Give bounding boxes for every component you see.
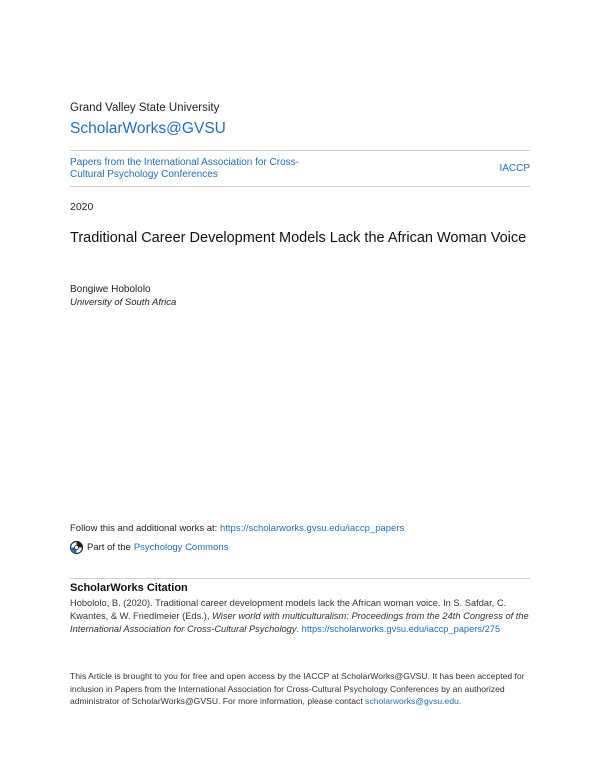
- network-commons-icon: [70, 541, 83, 554]
- institution-name: Grand Valley State University: [70, 102, 220, 114]
- follow-prefix: Follow this and additional works at:: [70, 523, 220, 534]
- article-title: Traditional Career Development Models Lack the African Woman Voice: [70, 230, 527, 246]
- citation-heading: ScholarWorks Citation: [70, 582, 188, 594]
- repository-link[interactable]: ScholarWorks@GVSU: [70, 120, 226, 137]
- follow-line: [70, 523, 404, 534]
- series-link[interactable]: Papers from the International Association for Cross-Cultural Psychology Conferences: [70, 157, 299, 180]
- follow-url-link[interactable]: https://scholarworks.gvsu.edu/iaccp_papers: [219, 523, 405, 534]
- publication-year: 2020: [70, 201, 94, 213]
- psychology-commons-link[interactable]: Psychology Commons: [133, 542, 229, 553]
- iaccp-link[interactable]: IACCP: [499, 163, 530, 174]
- part-of-line: [70, 541, 228, 554]
- access-end: .: [458, 696, 462, 706]
- citation-url-link[interactable]: https://scholarworks.gvsu.edu/iaccp_papers/275: [301, 624, 501, 634]
- citation-part1: Hobololo, B. (2020). Traditional career development models lack the African woman voice. In S. Safdar, C. Kwantes, & W. Friedlmeier (Eds.),: [70, 598, 507, 621]
- part-of-prefix: Part of the: [87, 542, 131, 553]
- citation-part2: .: [296, 624, 302, 634]
- access-statement: [70, 670, 532, 708]
- citation-text: [70, 597, 532, 636]
- citation-italic: Wiser world with multiculturalism: Proceedings from the 24th Congress of the International Association for Cross-Cultural Psychology: [70, 611, 529, 634]
- divider-series: [70, 186, 530, 187]
- contact-email-link[interactable]: scholarworks@gvsu.edu: [365, 696, 459, 706]
- author-name: Bongiwe Hobololo: [70, 284, 151, 295]
- divider-top: [70, 150, 530, 151]
- author-affiliation: University of South Africa: [70, 297, 177, 308]
- divider-citation: [70, 578, 530, 579]
- access-text: This Article is brought to you for free and open access by the IACCP at ScholarWorks@GVSU. It has been accepted for inclusion in Papers from the International Association for Cross-Cultural Psychology Conferences by an authorized administrator of ScholarWorks@GVSU. For more information, please contact: [70, 671, 525, 706]
